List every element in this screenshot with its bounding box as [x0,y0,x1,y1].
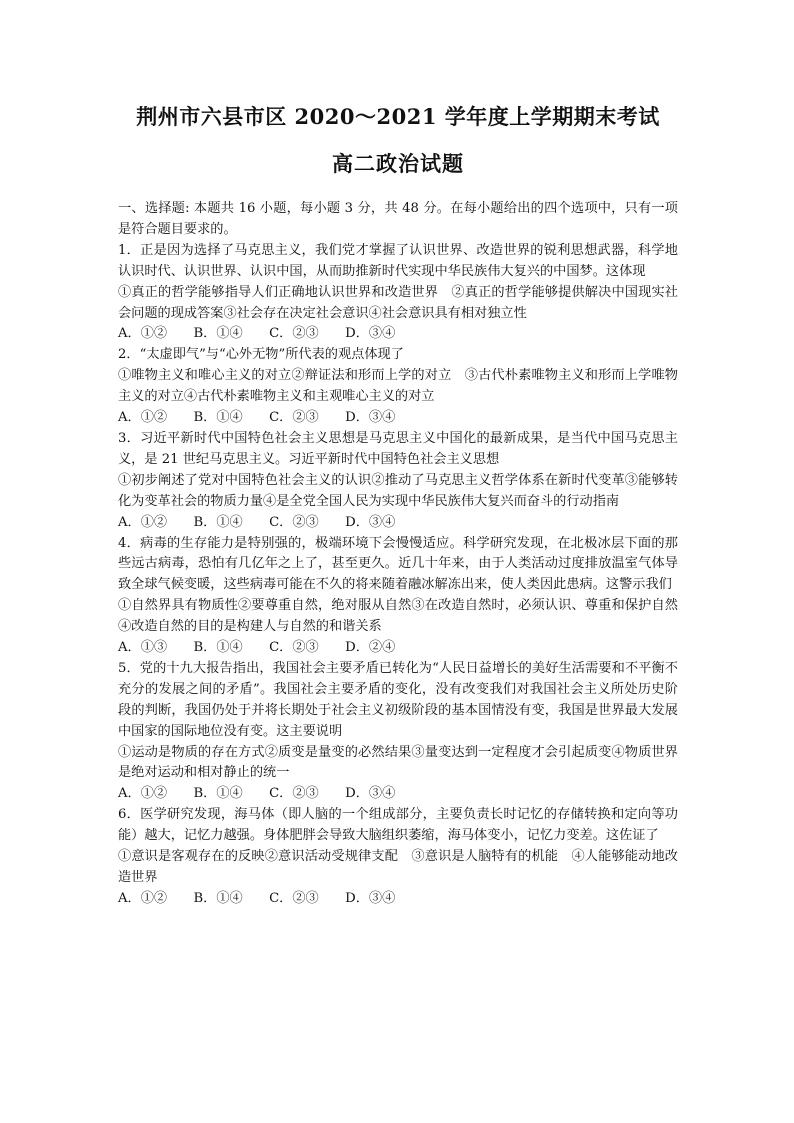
question-6 [118,805,678,910]
question-4 [118,534,678,659]
question-stem: 2．“太虚即气”与“心外无物”所代表的观点体现了 [118,347,404,363]
question-options: A．①② B．①④ C．②③ D．③④ [118,786,396,802]
question-statements: ①唯物主义和唯心主义的对立②辩证法和形而上学的对立 ③古代朴素唯物主义和形而上学唯物主义的对立④古代朴素唯物主义和主观唯心主义的对立 [118,368,678,405]
exam-page [118,102,678,910]
question-options: A．①② B．①④ C．②③ D．③④ [118,410,396,426]
question-stem: 6．医学研究发现，海马体（即人脑的一个组成部分，主要负责长时记忆的存储转换和定向等功能）越大，记忆力越强。身体肥胖会导致大脑组织萎缩，海马体变小，记忆力变差。这佐证了 [118,807,678,844]
question-1 [118,241,678,346]
exam-subtitle: 高二政治试题 [332,151,464,176]
question-options: A．①③ B．①④ C．②③ D．②④ [118,640,396,656]
question-options: A．①② B．①④ C．②③ D．③④ [118,514,396,530]
question-5 [118,659,678,805]
exam-content [118,199,678,910]
question-statements: ①初步阐述了党对中国特色社会主义的认识②推动了马克思主义哲学体系在新时代变革③能够转化为变革社会的物质力量④是全党全国人民为实现中华民族伟大复兴而奋斗的行动指南 [118,472,678,509]
question-options: A．①② B．①④ C．②③ D．③④ [118,326,396,342]
question-stem: 3．习近平新时代中国特色社会主义思想是马克思主义中国化的最新成果，是当代中国马克思主义，是 21 世纪马克思主义。习近平新时代中国特色社会主义思想 [118,430,678,467]
question-stem: 1．正是因为选择了马克思主义，我们党才掌握了认识世界、改造世界的锐利思想武器，科学地认识时代、认识世界、认识中国，从而助推新时代实现中华民族伟大复兴的中国梦。这体现 [118,242,678,279]
section-instruction: 一、选择题: 本题共 16 小题，每小题 3 分，共 48 分。在每小题给出的四个选项中，只有一项是符合题目要求的。 [118,201,678,237]
question-statements: ①意识是客观存在的反映②意识活动受规律支配 ③意识是人脑特有的机能 ④人能够能动地改造世界 [118,849,678,885]
question-stem: 5．党的十九大报告指出，我国社会主要矛盾已转化为“人民日益增长的美好生活需要和不平衡不充分的发展之间的矛盾”。我国社会主要矛盾的变化，没有改变我们对我国社会主义所处历史阶段的判断，我国仍处于并将长期处于社会主义初级阶段的基本国情没有变，我国是世界最大发展中国家的国际地位没有变。这主要说明 [118,660,678,739]
question-options: A．①② B．①④ C．②③ D．③④ [118,890,396,906]
question-statements: ①真正的哲学能够指导人们正确地认识世界和改造世界 ②真正的哲学能够提供解决中国现实社会问题的现成答案③社会存在决定社会意识④社会意识具有相对独立性 [118,284,678,321]
question-statements: ①自然界具有物质性②要尊重自然，绝对服从自然③在改造自然时，必须认识、尊重和保护自然④改造自然的目的是构建人与自然的和谐关系 [118,598,678,635]
question-3 [118,429,678,534]
exam-title: 荆州市六县市区 2020～2021 学年度上学期期末考试 [136,104,660,129]
question-statements: ①运动是物质的存在方式②质变是量变的必然结果③量变达到一定程度才会引起质变④物质世界是绝对运动和相对静止的统一 [118,744,678,781]
question-2 [118,345,678,429]
question-stem: 4．病毒的生存能力是特别强的，极端环境下会慢慢适应。科学研究发现，在北极冰层下面的那些远古病毒，恐怕有几亿年之上了，甚至更久。近几十年来，由于人类活动过度排放温室气体导致全球气候变暖，这些病毒可能在不久的将来随着融冰解冻出来，使人类因此患病。这警示我们 [118,535,678,593]
